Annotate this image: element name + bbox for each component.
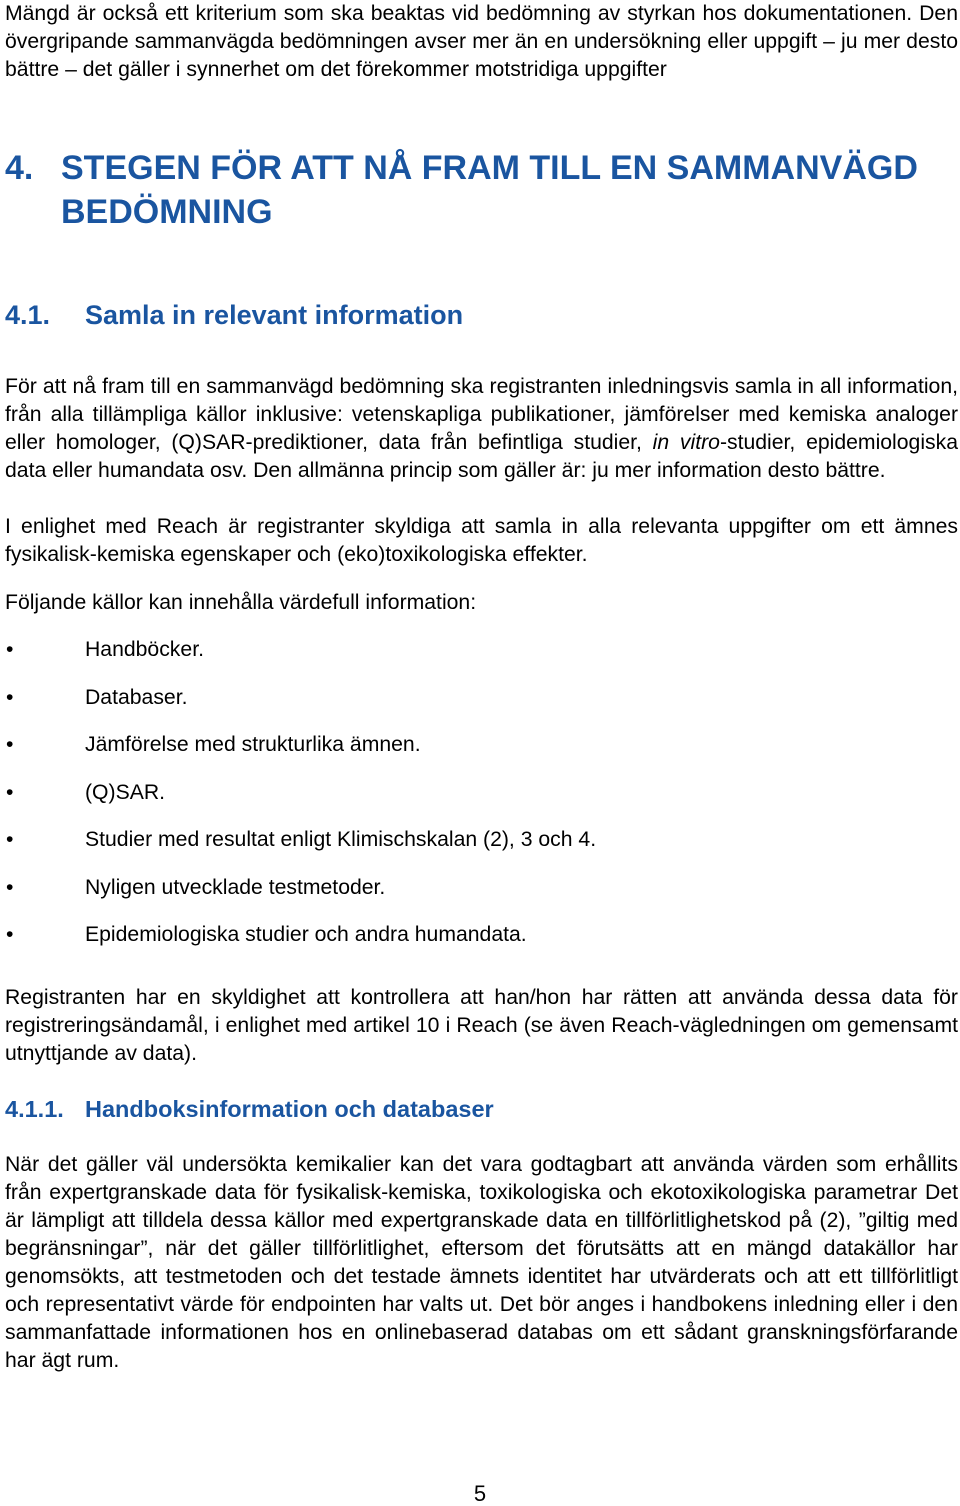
bullet-icon: •	[6, 780, 14, 804]
list-item-text: Studier med resultat enligt Klimischskalan (2), 3 och 4.	[85, 828, 597, 851]
page-number: 5	[473, 1481, 487, 1506]
bullet-icon: •	[6, 638, 14, 661]
sources-intro: Följande källor kan innehålla värdefull information:	[5, 591, 477, 614]
sources-list	[5, 636, 958, 969]
section-4-1-1-number: 4.1.1.	[5, 1096, 64, 1122]
paragraph-1-text-a: För att nå fram till en sammanvägd bedömning ska registranten inledningsvis samla in all information, från alla tillämpliga källor inklusive: vetenskapliga publikationer, jämförelser med kemiska analoger eller homologer, (Q)SAR-prediktioner, data från befintliga studier,	[5, 375, 958, 454]
bullet-icon: •	[6, 685, 14, 709]
bullet-icon: •	[6, 923, 14, 946]
section-4-title: STEGEN FÖR ATT NÅ FRAM TILL EN SAMMANVÄGD BEDÖMNING	[61, 149, 918, 231]
section-4-1-paragraph-1	[5, 373, 958, 485]
list-item	[5, 684, 958, 712]
list-item	[5, 921, 958, 949]
section-4-1-1-title: Handboksinformation och databaser	[85, 1096, 494, 1122]
list-item	[5, 826, 958, 854]
list-item-text: Handböcker.	[85, 638, 204, 661]
bullet-icon: •	[6, 828, 14, 851]
section-4-1-1-heading	[5, 1094, 958, 1124]
section-4-1-number: 4.1.	[5, 300, 51, 330]
section-4-1-title: Samla in relevant information	[85, 300, 464, 330]
section-4-1-paragraph-3: Registranten har en skyldighet att kontrollera att han/hon har rätten att använda dessa data för registreringsändamål, i enlighet med artikel 10 i Reach (se även Reach-vägledningen om gemensamt utnyttjande av data).	[5, 986, 958, 1065]
section-4-1-1-paragraph: När det gäller väl undersökta kemikalier kan det vara godtagbart att använda värden som erhållits från expertgranskade data för fysikalisk-kemiska, toxikologiska och ekotoxikologiska parametrar Det är lämpligt att tilldela dessa källor med expertgranskade data en tillförlitlighetskod på (2), ”giltig med begränsningar”, när det gäller tillförlitlighet, eftersom det förutsätts att en mängd datakällor har genomsökts, att testmetoden och det testade ämnets identitet har utvärderats och att ett tillförlitligt och representativt värde för endpointen har valts ut. Det bör anges i handbokens inledning eller i den sammanfattade informationen hos en onlinebaserad databas om ett sådant granskningsförfarande har ägt rum.	[5, 1153, 958, 1372]
list-item-text: (Q)SAR.	[85, 780, 166, 804]
section-4-1-paragraph-2: I enlighet med Reach är registranter skyldiga att samla in alla relevanta uppgifter om ett ämnes fysikalisk-kemiska egenskaper och (eko)toxikologiska effekter.	[5, 515, 958, 566]
bullet-icon: •	[6, 733, 14, 756]
list-item	[5, 731, 958, 759]
list-item-text: Nyligen utvecklade testmetoder.	[85, 875, 386, 899]
intro-paragraph: Mängd är också ett kriterium som ska beaktas vid bedömning av styrkan hos dokumentationen. Den övergripande sammanvägda bedömningen avser mer än en undersökning eller uppgift – ju mer desto bättre – det gäller i synnerhet om det förekommer motstridiga uppgifter	[5, 2, 958, 81]
list-item	[5, 636, 958, 664]
list-item	[5, 874, 958, 902]
paragraph-1-italic: in vitro	[652, 431, 720, 454]
section-4-number: 4.	[5, 149, 34, 187]
list-item-text: Databaser.	[85, 685, 188, 709]
section-4-1-heading	[5, 298, 958, 332]
list-item-text: Epidemiologiska studier och andra humandata.	[85, 923, 527, 946]
paragraph-1-text-b: -studier, epidemiologiska data eller humandata osv. Den allmänna princip som gäller är: ju mer information desto bättre.	[5, 431, 959, 482]
list-item	[5, 779, 958, 807]
list-item-text: Jämförelse med strukturlika ämnen.	[85, 733, 421, 756]
bullet-icon: •	[6, 875, 14, 899]
section-4-heading	[5, 146, 958, 234]
